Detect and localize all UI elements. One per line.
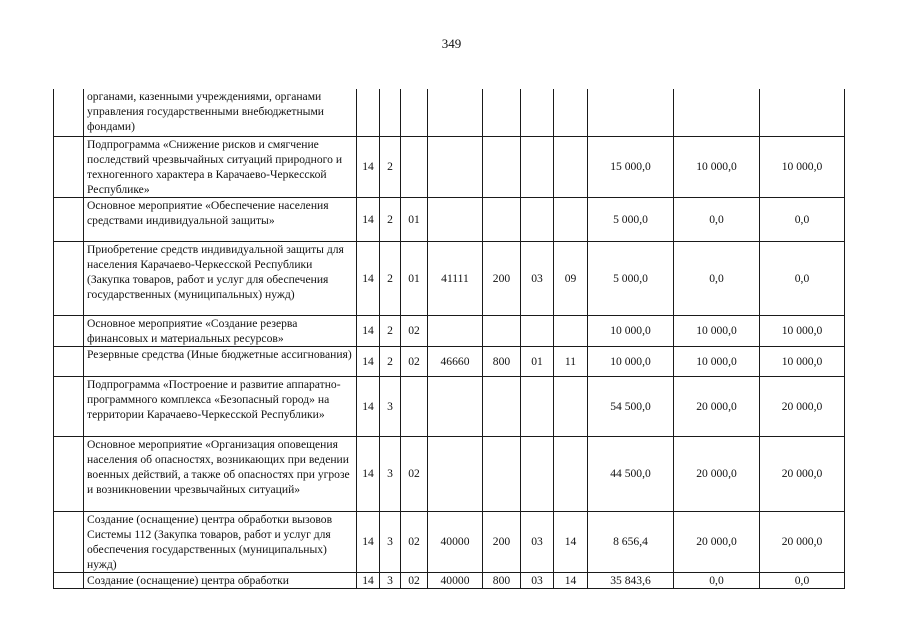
subprogram-code-cell: 2 — [380, 241, 401, 315]
table-row — [54, 436, 845, 511]
sum-2023-cell — [760, 89, 845, 136]
subprogram-code-cell: 2 — [380, 315, 401, 346]
item-name-cell: органами, казенными учреждениями, органами управления государственными внебюджетными фондами) — [84, 89, 357, 136]
expense-code-cell: 46660 — [428, 346, 483, 376]
program-code-cell: 14 — [357, 197, 380, 241]
row-number-cell — [54, 197, 84, 241]
section-code-cell — [521, 89, 554, 136]
item-name-cell: Подпрограмма «Построение и развитие аппаратно-программного комплекса «Безопасный город» на территории Карачаево-Черкесской Республики» — [84, 376, 357, 436]
budget-table — [53, 89, 845, 589]
subsection-code-cell — [554, 315, 588, 346]
subprogram-code-cell: 3 — [380, 436, 401, 511]
row-number-cell — [54, 572, 84, 588]
program-code-cell: 14 — [357, 136, 380, 197]
expense-type-cell — [483, 89, 521, 136]
row-number-cell — [54, 346, 84, 376]
subprogram-code-cell: 3 — [380, 572, 401, 588]
sum-2021-cell: 44 500,0 — [588, 436, 674, 511]
program-code-cell: 14 — [357, 241, 380, 315]
expense-type-cell: 200 — [483, 241, 521, 315]
sum-2023-cell: 0,0 — [760, 572, 845, 588]
expense-code-cell — [428, 315, 483, 346]
subsection-code-cell — [554, 136, 588, 197]
subsection-code-cell: 14 — [554, 572, 588, 588]
table-row — [54, 89, 845, 136]
program-code-cell: 14 — [357, 511, 380, 572]
section-code-cell: 03 — [521, 572, 554, 588]
table-body — [54, 89, 845, 588]
sum-2021-cell: 54 500,0 — [588, 376, 674, 436]
subprogram-code-cell: 2 — [380, 197, 401, 241]
sum-2022-cell: 10 000,0 — [674, 315, 760, 346]
table-row — [54, 197, 845, 241]
expense-code-cell — [428, 136, 483, 197]
table-row — [54, 315, 845, 346]
activity-code-cell: 01 — [401, 241, 428, 315]
sum-2021-cell: 5 000,0 — [588, 241, 674, 315]
sum-2022-cell: 20 000,0 — [674, 436, 760, 511]
sum-2022-cell: 0,0 — [674, 241, 760, 315]
program-code-cell: 14 — [357, 572, 380, 588]
table-row — [54, 572, 845, 588]
expense-code-cell — [428, 89, 483, 136]
expense-code-cell — [428, 376, 483, 436]
section-code-cell — [521, 136, 554, 197]
sum-2021-cell: 10 000,0 — [588, 315, 674, 346]
expense-code-cell: 40000 — [428, 572, 483, 588]
item-name-cell: Резервные средства (Иные бюджетные ассигнования) — [84, 346, 357, 376]
expense-type-cell: 200 — [483, 511, 521, 572]
item-name-cell: Подпрограмма «Снижение рисков и смягчение последствий чрезвычайных ситуаций природного и техногенного характера в Карачаево-Черкесской Республике» — [84, 136, 357, 197]
activity-code-cell: 02 — [401, 436, 428, 511]
sum-2023-cell: 20 000,0 — [760, 376, 845, 436]
expense-type-cell: 800 — [483, 346, 521, 376]
program-code-cell: 14 — [357, 376, 380, 436]
sum-2023-cell: 10 000,0 — [760, 136, 845, 197]
page-number: 349 — [441, 36, 462, 51]
expense-type-cell — [483, 376, 521, 436]
expense-type-cell — [483, 315, 521, 346]
sum-2021-cell: 8 656,4 — [588, 511, 674, 572]
sum-2023-cell: 20 000,0 — [760, 436, 845, 511]
item-name-cell: Основное мероприятие «Организация оповещения населения об опасностях, возникающих при ведении военных действий, а также об опасностях при угрозе и возникновении чрезвычайных ситуаций» — [84, 436, 357, 511]
section-code-cell: 01 — [521, 346, 554, 376]
sum-2021-cell: 35 843,6 — [588, 572, 674, 588]
row-number-cell — [54, 89, 84, 136]
item-name-cell: Создание (оснащение) центра обработки — [84, 572, 357, 588]
sum-2022-cell: 0,0 — [674, 572, 760, 588]
sum-2021-cell: 15 000,0 — [588, 136, 674, 197]
subprogram-code-cell: 3 — [380, 511, 401, 572]
sum-2023-cell: 0,0 — [760, 197, 845, 241]
table-row — [54, 136, 845, 197]
sum-2022-cell: 20 000,0 — [674, 376, 760, 436]
subsection-code-cell — [554, 376, 588, 436]
section-code-cell — [521, 315, 554, 346]
section-code-cell: 03 — [521, 511, 554, 572]
sum-2023-cell: 10 000,0 — [760, 315, 845, 346]
sum-2023-cell: 0,0 — [760, 241, 845, 315]
subsection-code-cell: 09 — [554, 241, 588, 315]
sum-2022-cell: 10 000,0 — [674, 136, 760, 197]
program-code-cell: 14 — [357, 436, 380, 511]
expense-code-cell — [428, 197, 483, 241]
subsection-code-cell — [554, 436, 588, 511]
row-number-cell — [54, 315, 84, 346]
section-code-cell — [521, 436, 554, 511]
expense-code-cell — [428, 436, 483, 511]
sum-2021-cell: 5 000,0 — [588, 197, 674, 241]
activity-code-cell — [401, 89, 428, 136]
section-code-cell — [521, 376, 554, 436]
activity-code-cell: 01 — [401, 197, 428, 241]
activity-code-cell — [401, 136, 428, 197]
section-code-cell: 03 — [521, 241, 554, 315]
item-name-cell: Основное мероприятие «Создание резерва финансовых и материальных ресурсов» — [84, 315, 357, 346]
row-number-cell — [54, 136, 84, 197]
program-code-cell: 14 — [357, 315, 380, 346]
sum-2023-cell: 20 000,0 — [760, 511, 845, 572]
subsection-code-cell — [554, 89, 588, 136]
sum-2022-cell: 0,0 — [674, 197, 760, 241]
row-number-cell — [54, 511, 84, 572]
section-code-cell — [521, 197, 554, 241]
sum-2021-cell — [588, 89, 674, 136]
row-number-cell — [54, 376, 84, 436]
table-row — [54, 376, 845, 436]
sum-2021-cell: 10 000,0 — [588, 346, 674, 376]
sum-2022-cell — [674, 89, 760, 136]
subprogram-code-cell: 3 — [380, 376, 401, 436]
activity-code-cell: 02 — [401, 572, 428, 588]
sum-2022-cell: 20 000,0 — [674, 511, 760, 572]
program-code-cell: 14 — [357, 346, 380, 376]
table-row — [54, 511, 845, 572]
expense-code-cell: 40000 — [428, 511, 483, 572]
activity-code-cell: 02 — [401, 346, 428, 376]
program-code-cell — [357, 89, 380, 136]
row-number-cell — [54, 436, 84, 511]
table-row — [54, 346, 845, 376]
subprogram-code-cell: 2 — [380, 136, 401, 197]
row-number-cell — [54, 241, 84, 315]
item-name-cell: Приобретение средств индивидуальной защиты для населения Карачаево-Черкесской Республики (Закупка товаров, работ и услуг для обеспечения государственных (муниципальных) нужд) — [84, 241, 357, 315]
activity-code-cell: 02 — [401, 315, 428, 346]
table-row — [54, 241, 845, 315]
activity-code-cell — [401, 376, 428, 436]
item-name-cell: Создание (оснащение) центра обработки вызовов Системы 112 (Закупка товаров, работ и услуг для обеспечения государственных (муниципальных) нужд) — [84, 511, 357, 572]
sum-2022-cell: 10 000,0 — [674, 346, 760, 376]
subprogram-code-cell — [380, 89, 401, 136]
expense-code-cell: 41111 — [428, 241, 483, 315]
expense-type-cell — [483, 136, 521, 197]
activity-code-cell: 02 — [401, 511, 428, 572]
expense-type-cell — [483, 436, 521, 511]
sum-2023-cell: 10 000,0 — [760, 346, 845, 376]
subsection-code-cell — [554, 197, 588, 241]
subsection-code-cell: 14 — [554, 511, 588, 572]
subsection-code-cell: 11 — [554, 346, 588, 376]
item-name-cell: Основное мероприятие «Обеспечение населения средствами индивидуальной защиты» — [84, 197, 357, 241]
subprogram-code-cell: 2 — [380, 346, 401, 376]
expense-type-cell — [483, 197, 521, 241]
expense-type-cell: 800 — [483, 572, 521, 588]
